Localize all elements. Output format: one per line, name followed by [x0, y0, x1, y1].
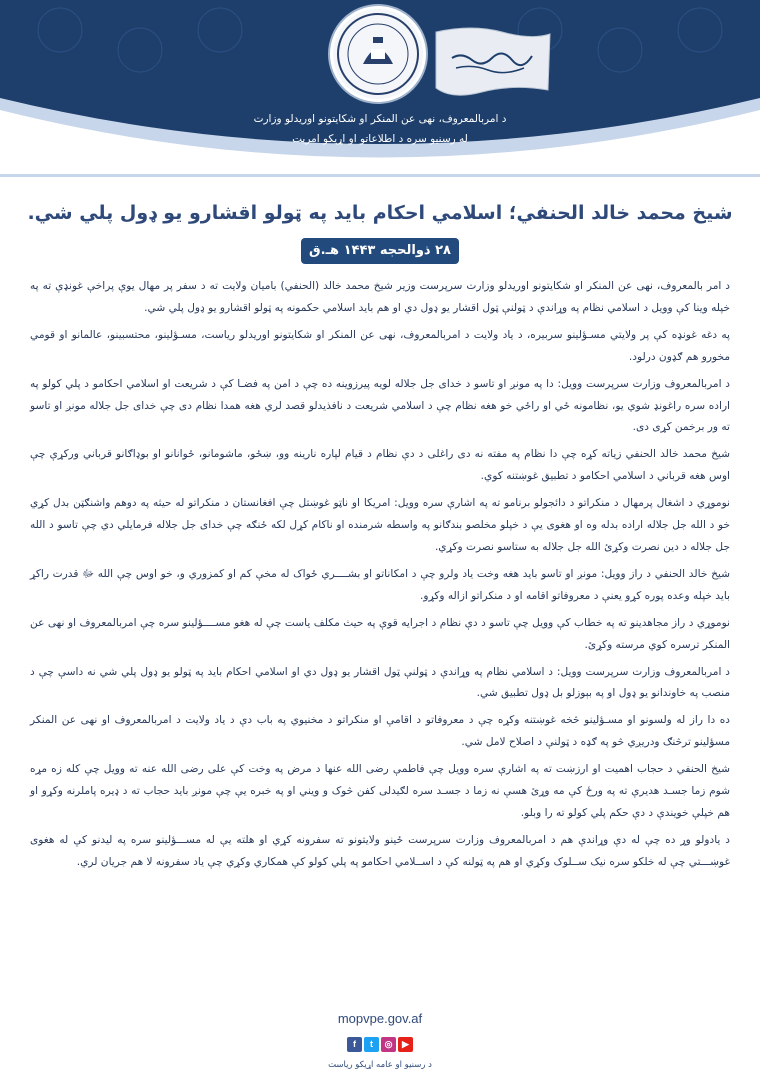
- youtube-icon[interactable]: ▶: [398, 1037, 413, 1052]
- department-name: له رسنیو سره د اطلاعاتو او اړیکو امریت: [292, 133, 468, 145]
- facebook-icon[interactable]: f: [347, 1037, 362, 1052]
- paragraph: ده دا راز له ولسونو او مسـؤلینو څخه غوښتنه وکړه چې د معروفاتو د اقامې او منکراتو د مخنیوي په باب دې د یاد ولایت د امربالمعروف او نهی عن المنکر مسؤلینو ترڅنګ ودریږي څو په ګډه د ټولنې د اصلاح لامل شي.: [30, 714, 730, 749]
- paragraph: د امربالمعروف وزارت سرپرست وویل: دا په مونږ او تاسو د خدای جل جلاله لویه پیرزوینه ده چې د امن په فضـا کې د شریعت او اسلامي احکامو د پلي کولو په اراده سره راغونډ شوي یو، نظامونه ځي او راځي خو هغه نظام چې د اسلامي شریعت د نافذیدلو قصد لري هغه همدا نظام دی چې خدای جل جلاله مونږ او تاسو ته ور برخمن کړی دی.: [30, 377, 730, 434]
- website-link[interactable]: mopvpe.gov.af: [337, 1011, 423, 1026]
- paragraph: په دغه غونډه کې پر ولایتي مسـؤلینو سربیره، د یاد ولایت د امربالمعروف، نهی عن المنکر او شکایتونو اوریدلو ریاست، مسـؤلینو، محتسبینو، عالمانو او قومي مخورو هم ګډون درلود.: [30, 328, 730, 363]
- article-body: [30, 276, 730, 879]
- social-links: [346, 1037, 414, 1053]
- paragraph: شیخ الحنفي د حجاب اهمیت او ارزښت ته په اشارې سره وویل چې فاطمې رضی الله عنها د مرض په وخت کې علی رضی الله عنه ته وویل چې کله زه مړه شوم زما جسـد هدیرې ته په ورځ کې مه وړئ هسې نه زما د جسـد سره لګیدلی کفن څوک و ویني او په خبره یې چې مونږ باید حجاب ته د ډیره پاملرنه وکړو او هم خپلې خویندې د دې حکم پلي کولو ته را وبلو.: [30, 763, 730, 819]
- header-separator: [0, 174, 760, 177]
- paragraph: شیخ خالد الحنفي د راز وویل: مونږ او تاسو باید هغه وخت یاد ولرو چې د امکاناتو او بشــــري ځواک له مخې کم او کمزوري و، خو اوس چې الله ﷻ قدرت راکړ باید خپله وعده پوره کړو یعنې د معروفاتو اقامه او د منکراتو ازاله وکړو.: [30, 567, 730, 602]
- instagram-icon[interactable]: ◎: [381, 1037, 396, 1052]
- paragraph: نوموړي د راز مجاهدینو ته په خطاب کې وویل چې تاسو د دې نظام د اجرایه قوې په حیث مکلف یاست چې له هغو مســــؤلینو سره چې امربالمعروف او نهی عن المنکر ترسره کوي مرسته وکړئ.: [30, 616, 730, 651]
- white-flag-shahada-icon: [432, 24, 552, 100]
- paragraph: نوموړي د اشغال پرمهال د منکراتو د دائجولو برنامو ته په اشارې سره وویل: امریکا او ناټو غوښتل چې افغانستان د منکراتو له حیثه په دوهم واشنګټن بدل کړي خو د الله جل جلاله اراده بدله وه او هغوی یې د خپلو مخلصو بندګانو په واسطه شرمنده او ناکام کړل لکه ځنګه چې خدای جل جلاله فرمایلي دي چې تاسو د الله جل جلاله د دین نصرت وکړئ الله جل جلاله به ستاسو نصرت وکړي.: [30, 497, 730, 553]
- ministry-name: د امربالمعروف، نهی عن المنکر او شکایتونو اوریدلو وزارت: [253, 113, 507, 125]
- twitter-icon[interactable]: t: [364, 1037, 379, 1052]
- article-title: شیخ محمد خالد الحنفي؛ اسلامي احکام باید په ټولو اقشارو یو ډول پلي شي.: [27, 202, 733, 224]
- emirate-emblem-icon: [330, 6, 426, 102]
- paragraph: د امر بالمعروف، نهی عن المنکر او شکایتونو اوریدلو وزارت سرپرست وزیر شیخ محمد خالد (الحنفي) بامیان ولایت ته د سفر پر مهال یوې پراخې غونډې ته په خپله وینا کې وویل د اسلامي نظام په وړاندې د ټولنې ټول اقشار یو ډول دي او هم باید اسلامي حکمونه په ټولو اقشارو یو ډول پلي شي.: [30, 280, 730, 314]
- paragraph: د یادولو وړ ده چې له دې وړاندې هم د امربالمعروف وزارت سرپرست ځینو ولایتونو ته سفرونه کړي او هلته یې له مســـؤلینو سره په لیدنو کې له هغوی غوښـــتي چې له خلکو سره نیک ســلوک وکړي او هم په ټولنه کې د اســلامي احکامو په پلي کولو کې همکاري وکړي چې یاد سفرونه لا هم جریان لري.: [30, 833, 730, 868]
- date-badge: ۲۸ ذوالحجه ۱۴۴۳ هـ.ق: [301, 238, 459, 264]
- paragraph: شیخ محمد خالد الحنفي زیاته کړه چې دا نظام په مفته نه دی راغلی د دې نظام د قیام لپاره نارینه وو، ښځو، ماشومانو، ځوانانو او بوډاګانو قرباني ورکړې چې اوس هغه قرباني د اسلامي احکامو د تطبیق غوښتنه کوي.: [30, 448, 730, 483]
- header-banner: [0, 0, 760, 182]
- paragraph: د امربالمعروف وزارت سرپرست وویل: د اسلامي نظام په وړاندې د ټولنې ټول اقشار یو ډول دي او اسلامي احکام باید په ټولو یو ډول پلي شي نه داسې چې د منصب په خاوندانو یو ډول او په بېوزلو بل ډول تطبیق شي.: [30, 665, 730, 700]
- footer-department: د رسنیو او عامه اړیکو ریاست: [328, 1060, 432, 1070]
